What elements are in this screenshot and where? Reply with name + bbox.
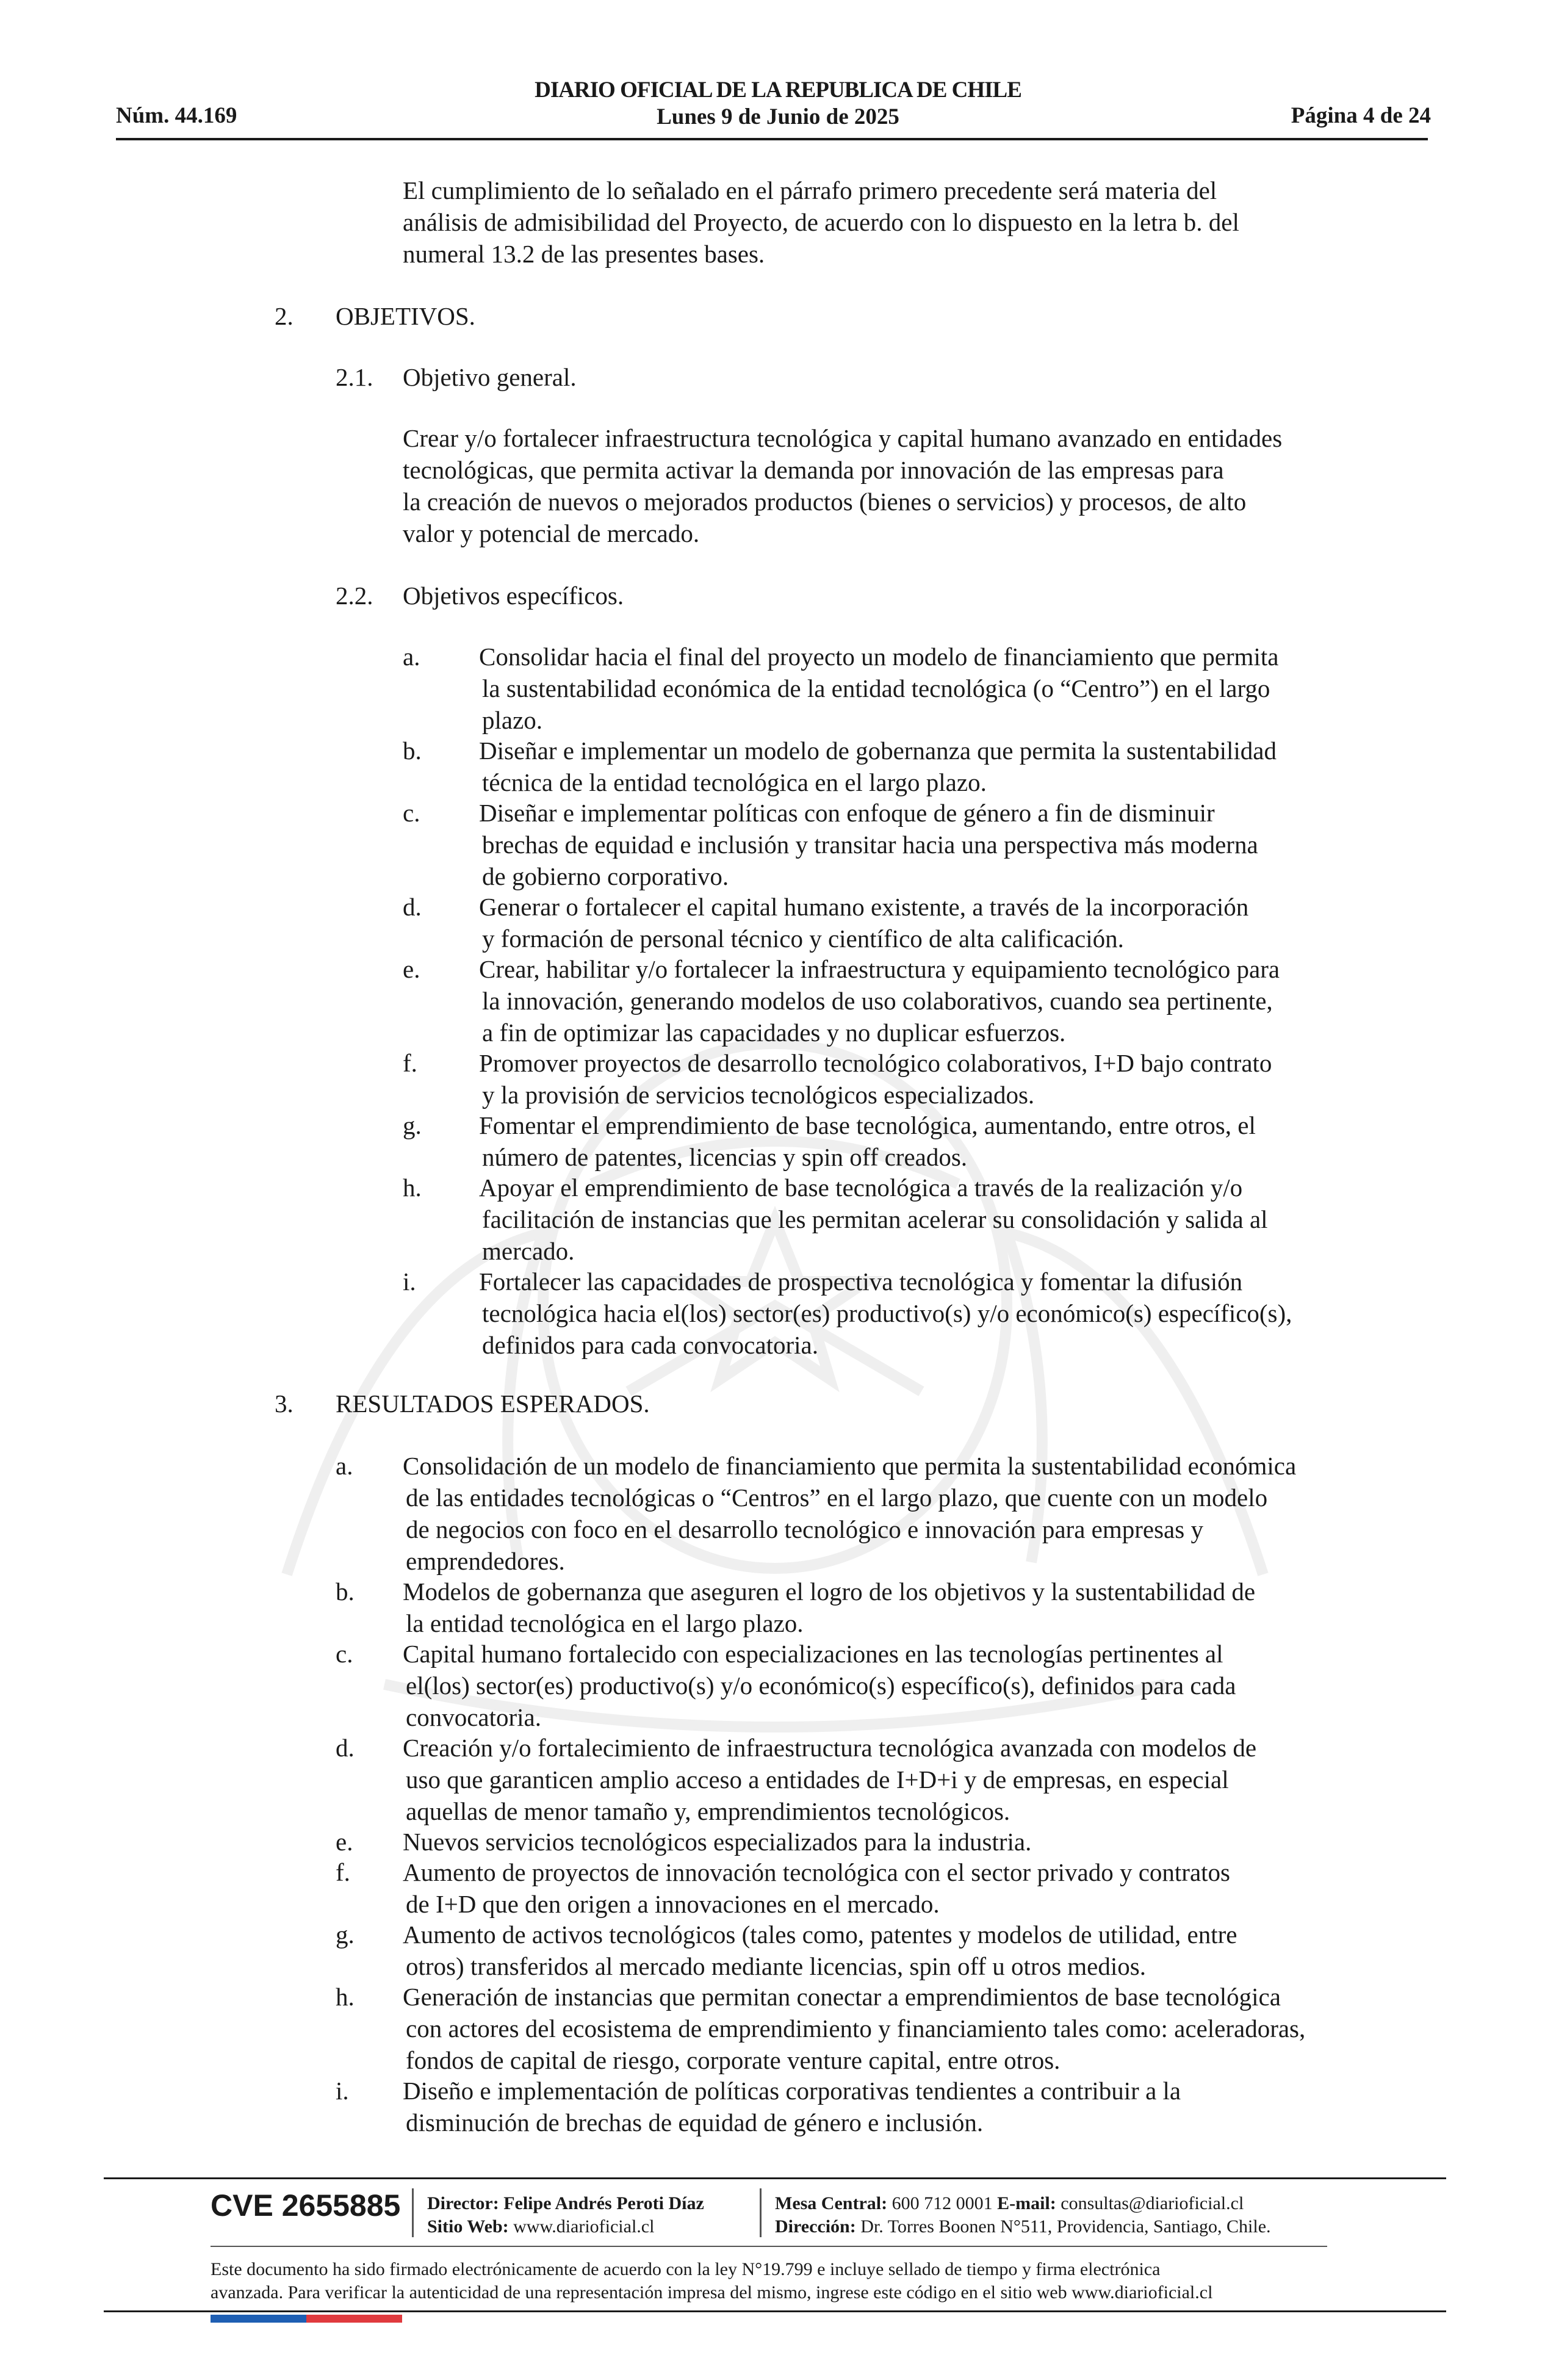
list-item-line: mercado.	[482, 1237, 575, 1265]
list-item-line: plazo.	[482, 706, 543, 734]
footer-divider-bottom	[104, 2310, 1446, 2312]
list-item-line: y formación de personal técnico y científico de alta calificación.	[482, 925, 1124, 953]
list-item-line: Generación de instancias que permitan conectar a emprendimientos de base tecnológica	[403, 1983, 1281, 2011]
footer-divider-top	[104, 2177, 1446, 2179]
header-divider	[116, 138, 1428, 140]
section-number: 3.	[275, 1390, 294, 1418]
legal-line: avanzada. Para verificar la autenticidad de una representación impresa del mismo, ingrese este código en el sitio web www.diarioficial.cl	[211, 2282, 1213, 2302]
list-item-line: Modelos de gobernanza que aseguren el logro de los objetivos y la sustentabilidad de	[403, 1578, 1256, 1606]
section-title: OBJETIVOS.	[336, 302, 475, 330]
list-item-letter: b.	[403, 737, 422, 765]
subsection-number: 2.1.	[336, 363, 373, 391]
website-link[interactable]: www.diarioficial.cl	[513, 2216, 655, 2237]
list-item-letter: i.	[336, 2077, 349, 2105]
list-item-letter: a.	[403, 643, 420, 671]
list-item-letter: g.	[336, 1920, 355, 1949]
list-item-line: Aumento de activos tecnológicos (tales como, patentes y modelos de utilidad, entre	[403, 1920, 1237, 1949]
paragraph-line: tecnológicas, que permita activar la demanda por innovación de las empresas para	[403, 456, 1224, 484]
legal-line: Este documento ha sido firmado electrónicamente de acuerdo con la ley N°19.799 e incluye sellado de tiempo y firma electrónica	[211, 2259, 1161, 2279]
flag-stripe-red	[306, 2315, 402, 2323]
list-item-letter: h.	[336, 1983, 355, 2011]
list-item-line: técnica de la entidad tecnológica en el largo plazo.	[482, 768, 987, 796]
list-item-line: aquellas de menor tamaño y, emprendimientos tecnológicos.	[406, 1797, 1010, 1825]
list-item-letter: f.	[403, 1049, 417, 1077]
list-item-letter: e.	[336, 1828, 353, 1856]
email-label: E-mail:	[997, 2193, 1056, 2213]
publication-date: Lunes 9 de Junio de 2025	[657, 104, 899, 129]
intro-line: análisis de admisibilidad del Proyecto, de acuerdo con lo dispuesto en la letra b. del	[403, 208, 1239, 236]
list-item-line: Consolidación de un modelo de financiamiento que permita la sustentabilidad económica	[403, 1452, 1297, 1480]
email-link[interactable]: consultas@diarioficial.cl	[1061, 2193, 1244, 2213]
footer-address	[775, 2215, 1271, 2238]
list-item-line: Creación y/o fortalecimiento de infraestructura tecnológica avanzada con modelos de	[403, 1734, 1257, 1762]
list-item-line: emprendedores.	[406, 1547, 565, 1575]
list-item-line: facilitación de instancias que les permitan acelerar su consolidación y salida al	[482, 1205, 1268, 1233]
cve-code: CVE 2655885	[211, 2188, 401, 2223]
list-item-line: la innovación, generando modelos de uso colaborativos, cuando sea pertinente,	[482, 987, 1273, 1015]
footer-contact	[775, 2192, 1244, 2215]
subsection-title: Objetivo general.	[403, 363, 577, 391]
list-item-line: definidos para cada convocatoria.	[482, 1331, 818, 1359]
paragraph-line: Crear y/o fortalecer infraestructura tecnológica y capital humano avanzado en entidades	[403, 424, 1283, 452]
list-item-letter: g.	[403, 1111, 422, 1139]
list-item-line: la entidad tecnológica en el largo plazo.	[406, 1609, 804, 1637]
phone-label: Mesa Central:	[775, 2193, 888, 2213]
list-item-letter: i.	[403, 1268, 416, 1296]
page-indicator: Página 4 de 24	[1291, 103, 1431, 128]
list-item-line: Fortalecer las capacidades de prospectiva tecnológica y fomentar la difusión	[479, 1268, 1243, 1296]
list-item-line: número de patentes, licencias y spin off creados.	[482, 1143, 968, 1171]
list-item-line: Generar o fortalecer el capital humano existente, a través de la incorporación	[479, 893, 1249, 921]
intro-line: El cumplimiento de lo señalado en el párrafo primero precedente será materia del	[403, 176, 1217, 204]
section-number: 2.	[275, 302, 294, 330]
list-item-letter: e.	[403, 955, 420, 983]
list-item-line: uso que garanticen amplio acceso a entidades de I+D+i y de empresas, en especial	[406, 1765, 1229, 1794]
list-item-line: disminución de brechas de equidad de género e inclusión.	[406, 2108, 984, 2137]
paragraph-line: la creación de nuevos o mejorados productos (bienes o servicios) y procesos, de alto	[403, 488, 1247, 516]
list-item-letter: d.	[336, 1734, 355, 1762]
list-item-line: Promover proyectos de desarrollo tecnológico colaborativos, I+D bajo contrato	[479, 1049, 1272, 1077]
director-name: Felipe Andrés Peroti Díaz	[503, 2193, 704, 2213]
list-item-line: otros) transferidos al mercado mediante licencias, spin off u otros medios.	[406, 1952, 1146, 1980]
list-item-line: tecnológica hacia el(los) sector(es) productivo(s) y/o económico(s) específico(s),	[482, 1299, 1292, 1327]
issue-number: Núm. 44.169	[116, 103, 237, 128]
footer-website	[427, 2215, 654, 2238]
list-item-line: Consolidar hacia el final del proyecto un modelo de financiamiento que permita	[479, 643, 1279, 671]
list-item-line: Fomentar el emprendimiento de base tecnológica, aumentando, entre otros, el	[479, 1111, 1256, 1139]
list-item-letter: d.	[403, 893, 422, 921]
list-item-line: Apoyar el emprendimiento de base tecnológica a través de la realización y/o	[479, 1174, 1243, 1202]
list-item-line: Diseñar e implementar políticas con enfoque de género a fin de disminuir	[479, 799, 1215, 827]
list-item-line: el(los) sector(es) productivo(s) y/o económico(s) específico(s), definidos para cada	[406, 1671, 1236, 1700]
list-item-line: de negocios con foco en el desarrollo tecnológico e innovación para empresas y	[406, 1515, 1203, 1543]
publication-title: DIARIO OFICIAL DE LA REPUBLICA DE CHILE	[535, 78, 1021, 103]
list-item-line: fondos de capital de riesgo, corporate venture capital, entre otros.	[406, 2046, 1061, 2074]
list-item-line: Diseño e implementación de políticas corporativas tendientes a contribuir a la	[403, 2077, 1181, 2105]
director-label: Director:	[427, 2193, 499, 2213]
list-item-line: Nuevos servicios tecnológicos especializados para la industria.	[403, 1828, 1032, 1856]
footer-separator	[760, 2188, 762, 2237]
footer-divider-mid	[211, 2246, 1327, 2247]
list-item-letter: a.	[336, 1452, 353, 1480]
list-item-line: Aumento de proyectos de innovación tecnológica con el sector privado y contratos	[403, 1858, 1230, 1886]
list-item-line: con actores del ecosistema de emprendimiento y financiamiento tales como: aceleradoras,	[406, 2014, 1306, 2043]
list-item-line: de gobierno corporativo.	[482, 862, 729, 890]
list-item-line: la sustentabilidad económica de la entidad tecnológica (o “Centro”) en el largo	[482, 674, 1270, 702]
subsection-number: 2.2.	[336, 582, 373, 610]
list-item-letter: f.	[336, 1858, 350, 1886]
intro-line: numeral 13.2 de las presentes bases.	[403, 240, 765, 268]
address-value: Dr. Torres Boonen N°511, Providencia, Santiago, Chile.	[860, 2216, 1271, 2237]
subsection-title: Objetivos específicos.	[403, 582, 624, 610]
flag-stripe-blue	[211, 2315, 306, 2323]
list-item-line: a fin de optimizar las capacidades y no duplicar esfuerzos.	[482, 1019, 1066, 1047]
list-item-line: de I+D que den origen a innovaciones en el mercado.	[406, 1890, 940, 1918]
section-title: RESULTADOS ESPERADOS.	[336, 1390, 650, 1418]
address-label: Dirección:	[775, 2216, 856, 2237]
footer-separator	[412, 2188, 414, 2237]
list-item-letter: c.	[336, 1640, 353, 1668]
phone-value: 600 712 0001	[891, 2193, 993, 2213]
list-item-letter: h.	[403, 1174, 422, 1202]
list-item-line: brechas de equidad e inclusión y transitar hacia una perspectiva más moderna	[482, 831, 1258, 859]
list-item-letter: c.	[403, 799, 420, 827]
list-item-line: Diseñar e implementar un modelo de gobernanza que permita la sustentabilidad	[479, 737, 1277, 765]
list-item-line: Crear, habilitar y/o fortalecer la infraestructura y equipamiento tecnológico para	[479, 955, 1280, 983]
paragraph-line: valor y potencial de mercado.	[403, 519, 700, 547]
list-item-line: Capital humano fortalecido con especializaciones en las tecnologías pertinentes al	[403, 1640, 1223, 1668]
list-item-line: y la provisión de servicios tecnológicos especializados.	[482, 1081, 1035, 1109]
list-item-line: convocatoria.	[406, 1703, 541, 1731]
website-label: Sitio Web:	[427, 2216, 509, 2237]
footer-director	[427, 2192, 704, 2215]
list-item-letter: b.	[336, 1578, 355, 1606]
legal-notice	[211, 2258, 1327, 2304]
list-item-line: de las entidades tecnológicas o “Centros” en el largo plazo, que cuente con un modelo	[406, 1484, 1268, 1512]
